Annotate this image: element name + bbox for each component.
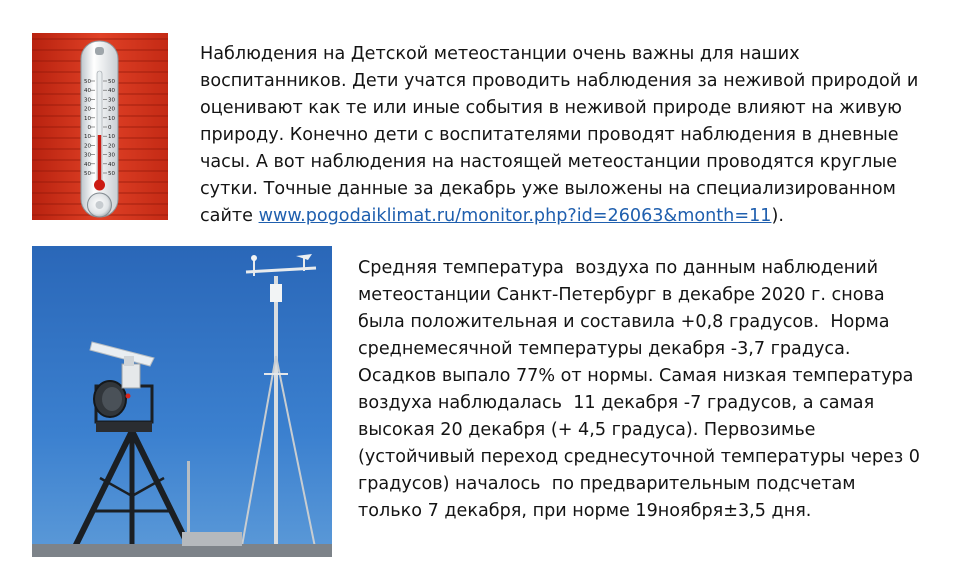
thermometer-scale-label: 30: [84, 152, 91, 159]
pogodaiklimat-link[interactable]: www.pogodaiklimat.ru/monitor.php?id=26063&month=11: [258, 206, 772, 226]
thermometer-scale-label: 20: [84, 106, 91, 113]
summary-line: метеостанции Санкт-Петербург в декабре 2020 г. снова: [358, 285, 885, 305]
thermometer-scale-label: 40: [84, 161, 91, 168]
intro-line: часы. А вот наблюдения на настоящей метеостанции проводятся круглые: [200, 152, 898, 172]
thermometer-scale-label: 30: [84, 97, 91, 104]
summary-line: (устойчивый переход среднесуточной температуры через 0: [358, 447, 920, 467]
thermometer-photo: [32, 33, 168, 220]
thermometer-scale-label: 50: [108, 79, 115, 85]
thermometer-scale-label: 30: [108, 97, 115, 104]
thermometer-icon: [32, 33, 168, 220]
intro-line: сутки. Точные данные за декабрь уже выложены на специализированном: [200, 179, 896, 199]
thermometer-scale-label: 20: [108, 106, 115, 113]
intro-paragraph: [200, 41, 940, 230]
summary-line: была положительная и составила +0,8 градусов. Норма: [358, 312, 890, 332]
summary-line: среднемесячной температуры декабря -3,7 градуса.: [358, 339, 851, 359]
thermometer-scale-label: 40: [108, 161, 115, 168]
weather-station-icon: [32, 246, 332, 557]
summary-line: градусов) началось по предварительным подсчетам: [358, 474, 856, 494]
summary-line: только 7 декабря, при норме 19ноября±3,5 дня.: [358, 501, 812, 521]
weather-summary-paragraph: [358, 255, 943, 525]
intro-line-prefix: сайте: [200, 206, 259, 226]
thermometer-scale-label: 30: [108, 152, 115, 159]
thermometer-scale-label: 50: [84, 171, 91, 177]
intro-line: Наблюдения на Детской метеостанции очень важны для наших: [200, 44, 800, 64]
thermometer-scale-label: 40: [108, 88, 115, 95]
thermometer-scale-label: 0: [87, 125, 91, 131]
intro-line: воспитанников. Дети учатся проводить наблюдения за неживой природой и: [200, 71, 919, 91]
thermometer-scale-label: 0: [108, 125, 112, 131]
intro-line-suffix: ).: [771, 206, 784, 226]
summary-line: высокая 20 декабря (+ 4,5 градуса). Первозимье: [358, 420, 816, 440]
thermometer-scale-label: 40: [84, 88, 91, 95]
summary-line: Осадков выпало 77% от нормы. Самая низкая температура: [358, 366, 914, 386]
summary-line: воздуха наблюдалась 11 декабря -7 градусов, а самая: [358, 393, 875, 413]
thermometer-scale-label: 10: [108, 115, 115, 122]
thermometer-scale-label: 20: [84, 143, 91, 150]
thermometer-scale-label: 10: [84, 134, 91, 141]
summary-line: Средняя температура воздуха по данным наблюдений: [358, 258, 879, 278]
thermometer-scale-label: 50: [108, 171, 115, 177]
thermometer-scale-label: 10: [108, 134, 115, 141]
intro-line: оценивают как те или иные события в неживой природе влияют на живую: [200, 98, 902, 118]
thermometer-scale-label: 10: [84, 115, 91, 122]
thermometer-scale-label: 50: [84, 79, 91, 85]
thermometer-scale-label: 20: [108, 143, 115, 150]
weather-station-photo: [32, 246, 332, 557]
intro-line: природу. Конечно дети с воспитателями проводят наблюдения в дневные: [200, 125, 899, 145]
